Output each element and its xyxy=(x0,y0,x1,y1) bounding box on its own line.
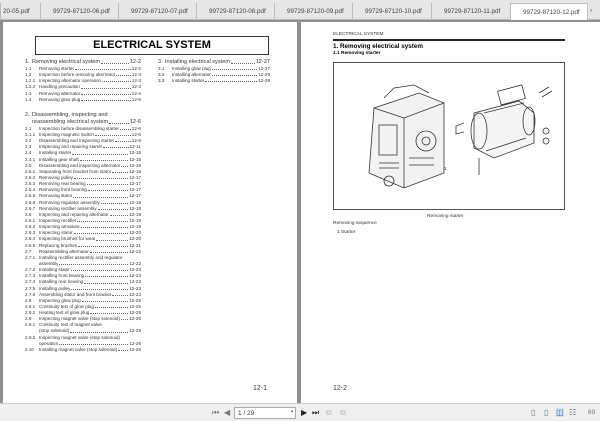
toc-entry[interactable] xyxy=(25,59,141,66)
continuous-page-icon[interactable]: ▯ xyxy=(544,408,549,417)
toc-entry-p: 12-6 xyxy=(131,125,141,131)
toc-entry-t: Continuity test of magnet valve xyxy=(39,322,102,328)
toc-leader-dots xyxy=(205,78,257,82)
tab-bar xyxy=(0,0,600,20)
toc-entry-p: 12-22 xyxy=(129,260,141,266)
toc-entry-p: 12-15 xyxy=(129,150,141,156)
page-field-value: 1 / 29 xyxy=(238,410,255,417)
page-12-1 xyxy=(3,22,297,403)
toc-entry-t: Continuity test of glow plug xyxy=(39,303,94,309)
toc-entry-n: 2. xyxy=(25,111,30,118)
toc-entry-t: Installing starter xyxy=(172,78,205,84)
toc-entry-n: 2.1.1 xyxy=(25,131,36,137)
toc-leader-dots xyxy=(90,249,128,253)
toc-entry-t: Disassembling and inspecting alternator xyxy=(39,162,121,168)
toc-leader-dots xyxy=(121,163,128,167)
toc-entry-p: 12-17 xyxy=(129,187,141,193)
toc-entry-p: 12-23 xyxy=(129,285,141,291)
toc-leader-dots xyxy=(90,310,128,314)
toc-entry-t: Installing magnet valve (stop solenoid) xyxy=(39,346,118,352)
toc-entry-n: 2.7.5 xyxy=(25,285,36,291)
toc-entry-p: 12-5 xyxy=(131,96,141,102)
toc-entry-n: 2.3 xyxy=(25,144,32,150)
toc-entry-p: 12-18 xyxy=(129,199,141,205)
chapter-title: ELECTRICAL SYSTEM xyxy=(35,36,269,55)
toc-entry-t: Installing rectifier assembly and regulator xyxy=(39,254,123,260)
toc-entry-t: Inspecting magnetic switch xyxy=(39,131,94,137)
toc-leader-dots xyxy=(81,224,129,228)
toc-entry-p: 12-2 xyxy=(131,66,141,71)
toc-entry-n: 2.5.1 xyxy=(25,168,36,174)
toc-entry-n: 2.6.4 xyxy=(25,236,36,242)
toc-entry-n: 2.6.1 xyxy=(25,217,36,223)
toc-leader-dots xyxy=(78,243,128,247)
toc-entry-n: 2.5.3 xyxy=(25,181,36,187)
toc-entry-t: Installing stator xyxy=(39,267,70,273)
toc-entry-t: Inspecting brushes for wear xyxy=(39,236,96,242)
toc-entry-n: 3.2 xyxy=(158,72,165,78)
toc-leader-dots xyxy=(81,97,130,101)
toc-entry-n: 1.4 xyxy=(25,96,32,102)
toc-leader-dots xyxy=(84,279,128,283)
toc-entry-t: Inspecting magnet valve (stop solenoid) xyxy=(39,334,120,340)
toc-entry-n: 2.8.2 xyxy=(25,310,36,316)
tabs-scroll-right-icon[interactable]: › xyxy=(590,7,593,14)
tab-99729-87120-06[interactable]: 99729-87120-06.pdf xyxy=(40,3,118,20)
toc-entry-n: 2.6 xyxy=(25,211,32,217)
toc-entry-p: 12-26 xyxy=(129,316,141,322)
toc-leader-dots xyxy=(95,132,131,136)
running-header: ELECTRICAL SYSTEM xyxy=(333,32,384,37)
toc-entry-n: 2.4 xyxy=(25,150,32,156)
toc-leader-dots xyxy=(59,341,128,345)
toc-leader-dots xyxy=(112,292,128,296)
toc-entry-p: 12-28 xyxy=(258,72,270,78)
toc-leader-dots xyxy=(71,286,128,290)
toc-entry-t: Removing stator xyxy=(39,193,73,199)
toc-entry-t: Installing rear bearing xyxy=(39,279,84,285)
toc-entry-t: Installing electrical system xyxy=(165,59,230,65)
tab-99729-87120-12[interactable]: 99729-87120-12.pdf xyxy=(510,3,588,20)
engine-starter-illustration xyxy=(334,63,564,209)
toc-leader-dots xyxy=(71,267,128,271)
toc-entry-p: 12-26 xyxy=(129,346,141,352)
toc-entry-n: 2.5.4 xyxy=(25,187,36,193)
toc-leader-dots xyxy=(88,187,129,191)
toc-entry-t: Inspecting stator xyxy=(39,230,73,236)
toc-entry-p: 12-25 xyxy=(129,303,141,309)
toc-entry-n: 1.2.2 xyxy=(25,84,36,90)
toc-entry-p: 12-8 xyxy=(131,138,141,144)
toc-entry-n: 2.6.2 xyxy=(25,224,36,230)
toc-leader-dots xyxy=(109,119,129,124)
single-page-icon[interactable]: ▯ xyxy=(531,408,536,417)
toc-entry[interactable] xyxy=(25,347,141,353)
navigation-toolbar xyxy=(0,403,600,421)
toc-entry-t: Removing regulator assembly xyxy=(39,199,100,205)
toc-entry-p: 12-19 xyxy=(129,217,141,223)
subsection-heading: 1.1 Removing starter xyxy=(333,51,381,56)
toc-entry-p: 12-27 xyxy=(258,66,270,71)
toc-entry-t: Removing starter xyxy=(39,66,74,71)
last-page-icon[interactable]: ⏭ xyxy=(312,408,320,417)
toc-entry-p: 12-4 xyxy=(131,90,141,96)
header-rule xyxy=(333,39,565,41)
toc-entry-p: 12-23 xyxy=(129,279,141,285)
toc-entry-n: 2.7.3 xyxy=(25,273,36,279)
toc-entry-n: 2.5.2 xyxy=(25,174,36,180)
toc-entry-t: (stop solenoid) xyxy=(39,328,70,334)
section-heading: 1. Removing electrical system xyxy=(333,43,423,50)
toc-entry-p: 12-16 xyxy=(129,162,141,168)
toc-leader-dots xyxy=(81,91,130,95)
toc-entry-n: 1.1 xyxy=(25,66,32,71)
toc-entry-t: Separating front bracket from stator xyxy=(39,168,112,174)
toc-entry-t: Removing electrical system xyxy=(32,59,101,65)
toc-entry-t: Inspecting magnet valve (stop solenoid) xyxy=(39,316,120,322)
toc-entry-t: Removing rear bearing xyxy=(39,181,86,187)
toc-leader-dots xyxy=(212,66,257,70)
tab-99729-87120-08[interactable]: 99729-87120-08.pdf xyxy=(196,3,274,20)
toc-entry-n: 2.7.2 xyxy=(25,267,36,273)
toc-entry[interactable] xyxy=(25,119,141,126)
toc-entry[interactable] xyxy=(25,112,141,119)
toc-entry-p: 12-6 xyxy=(129,118,141,125)
toc-leader-dots xyxy=(59,261,128,265)
figure-removing-starter xyxy=(333,62,565,210)
toc-leader-dots xyxy=(98,206,129,210)
sequence-item: 1 Starter xyxy=(337,230,356,235)
toc-entry-p: 12-17 xyxy=(129,174,141,180)
toc-leader-dots xyxy=(121,316,128,320)
toc-entry-t: Removing alternator xyxy=(39,90,81,96)
toc-leader-dots xyxy=(74,230,129,234)
toc-leader-dots xyxy=(102,78,131,82)
toc-entry-n: 2.5.6 xyxy=(25,199,36,205)
tab-99729-87120-07[interactable]: 99729-87120-07.pdf xyxy=(118,3,196,20)
toc-entry-t: Inspecting rectifier xyxy=(39,217,77,223)
toc-entry-n xyxy=(25,119,32,126)
toc-leader-dots xyxy=(121,335,140,339)
toc-entry-n: 3. xyxy=(158,59,163,65)
toc-entry[interactable] xyxy=(158,59,270,66)
figure-callout-1: 1 xyxy=(444,167,447,172)
page-number-input[interactable] xyxy=(234,407,296,419)
toc-leader-dots xyxy=(103,144,128,148)
toc-entry-p: 12-23 xyxy=(129,273,141,279)
toc-entry-p: 12-2 xyxy=(129,59,141,65)
toc-entry-n: 1.2.1 xyxy=(25,78,36,84)
toc-leader-dots xyxy=(212,72,257,76)
toc-entry[interactable] xyxy=(158,78,270,84)
toc-entry-n: 3.1 xyxy=(158,66,165,71)
toc-entry-p: 12-20 xyxy=(129,236,141,242)
toc-entry-n: 2.7.4 xyxy=(25,279,36,285)
toc-entry-n: 2.9 xyxy=(25,316,32,322)
toc-leader-dots xyxy=(75,66,131,70)
toc-entry-t: Inspection before removing alternator xyxy=(39,72,116,78)
toc-entry-p: 12-18 xyxy=(129,205,141,211)
toc-entry-t: Inspecting glow plug xyxy=(39,297,81,303)
toc-entry-p: 12-3 xyxy=(131,72,141,78)
tab-99729-87120-11[interactable]: 99729-87120-11.pdf xyxy=(431,3,509,20)
toc-entry-n: 2.5 xyxy=(25,162,32,168)
toc-entry-t: Removing front bearing xyxy=(39,187,87,193)
toc-leader-dots xyxy=(118,347,128,351)
toc-entry-t: Handling precaution xyxy=(39,84,80,90)
toc-entry-t: assembly xyxy=(39,260,59,266)
toc-entry-p: 12-22 xyxy=(129,248,141,254)
toc-leader-dots xyxy=(74,175,128,179)
toc-entry-t: Installing glow plug xyxy=(172,66,211,71)
toc-leader-dots xyxy=(72,150,128,154)
page-12-2 xyxy=(301,22,600,403)
next-view-icon[interactable]: ⧉ xyxy=(340,408,346,417)
toc-entry-t: Installing gear shaft xyxy=(39,156,79,162)
toc-entry-t: Reassembling alternator xyxy=(39,248,89,254)
toc-entry-p: 12-26 xyxy=(129,328,141,334)
toc-entry-p: 12-3 xyxy=(131,78,141,84)
next-page-icon[interactable]: ▶ xyxy=(301,408,308,417)
sequence-title: Removing sequence xyxy=(333,221,377,226)
toc-leader-dots xyxy=(120,126,131,130)
toc-entry-t: Installing starter xyxy=(39,150,72,156)
toc-entry-t: Inspecting and repairing alternator xyxy=(39,211,109,217)
toc-leader-dots xyxy=(109,112,140,117)
document-viewer xyxy=(0,20,600,403)
toc-leader-dots xyxy=(81,84,131,88)
toc-leader-dots xyxy=(116,72,131,76)
toc-entry-p: 12-16 xyxy=(129,168,141,174)
toc-leader-dots xyxy=(73,193,128,197)
toc-entry-n: 1.3 xyxy=(25,90,32,96)
toc-entry-n: 2.6.5 xyxy=(25,242,36,248)
figure-caption: Removing starter xyxy=(427,214,464,219)
toc-entry-n: 2.10 xyxy=(25,346,34,352)
toc-entry-t: operation xyxy=(39,340,59,346)
toc-entry-n: 1. xyxy=(25,59,30,65)
toc-entry-n: 2.2 xyxy=(25,138,32,144)
toc-entry-p: 12-17 xyxy=(129,193,141,199)
toc-entry-t: Installing alternator xyxy=(172,72,211,78)
toc-entry-n: 3.3 xyxy=(158,78,165,84)
toc-leader-dots xyxy=(124,255,141,259)
toc-leader-dots xyxy=(115,138,131,142)
toc-entry-p: 12-27 xyxy=(255,59,270,65)
toc-entry-p: 12-19 xyxy=(129,211,141,217)
toc-entry-t: Inspection before disassembling starter xyxy=(39,125,119,131)
toc-leader-dots xyxy=(103,322,140,326)
toc-entry-t: reassembling electrical system xyxy=(32,118,109,125)
toc-entry-n: 2.1 xyxy=(25,125,32,131)
continuous-facing-icon[interactable]: ☷ xyxy=(569,408,577,417)
tab-20-05[interactable]: 20-05.pdf xyxy=(0,3,40,20)
first-page-icon[interactable]: ⏮ xyxy=(212,408,220,417)
toc-entry-t: Installing pulley xyxy=(39,285,71,291)
toc-entry-p: 12-21 xyxy=(129,242,141,248)
toc-entry-n: 2.4.1 xyxy=(25,156,36,162)
toc-entry-p: 12-26 xyxy=(129,340,141,346)
toc-entry-n: 2.7 xyxy=(25,248,32,254)
toc-entry-n: 2.9.1 xyxy=(25,322,36,328)
toc-entry-t: Replacing brushes xyxy=(39,242,78,248)
toc-entry-p: 12-19 xyxy=(129,224,141,230)
toc-leader-dots xyxy=(112,169,128,173)
toc-entry-p: 12-11 xyxy=(129,144,141,150)
toc-entry-t: Inspecting and repairing starter xyxy=(39,144,103,150)
toc-left-column xyxy=(25,59,141,353)
page-number: 12-2 xyxy=(333,385,348,392)
tab-99729-87120-10[interactable]: 99729-87120-10.pdf xyxy=(352,3,430,20)
toc-leader-dots xyxy=(87,181,129,185)
toc-entry-n: 2.8.1 xyxy=(25,303,36,309)
toc-entry-t: Disassembling, inspecting and xyxy=(32,111,108,118)
toc-entry-p: 12-25 xyxy=(129,310,141,316)
toc-entry-t: Installing front bearing xyxy=(39,273,85,279)
toc-entry-t: Removing glow plug xyxy=(39,96,81,102)
previous-page-icon[interactable]: ◀ xyxy=(224,408,231,417)
zoom-level[interactable]: 69 xyxy=(588,409,596,416)
toc-entry-t: Heating test of glow plug xyxy=(39,310,90,316)
toc-entry-n: 2.9.2 xyxy=(25,334,36,340)
toc-entry-p: 12-3 xyxy=(131,84,141,90)
toc-entry-p: 12-6 xyxy=(131,131,141,137)
toc-leader-dots xyxy=(85,273,128,277)
tab-99729-87120-09[interactable]: 99729-87120-09.pdf xyxy=(274,3,352,20)
toc-entry-t: Assembling stator and front bracket xyxy=(39,291,112,297)
previous-view-icon[interactable]: ⧉ xyxy=(326,408,332,417)
toc-entry-p: 12-29 xyxy=(258,78,270,84)
toc-leader-dots xyxy=(95,304,128,308)
toc-entry-t: Removing pulley xyxy=(39,174,73,180)
toc-leader-dots xyxy=(82,298,129,302)
toc-entry-p: 12-20 xyxy=(129,230,141,236)
toc-leader-dots xyxy=(80,157,128,161)
toc-right-column xyxy=(158,59,270,84)
toc-entry-n: 2.7.1 xyxy=(25,254,36,260)
toc-entry-n: 2.8 xyxy=(25,297,32,303)
toc-entry-t: Inspecting armature xyxy=(39,224,80,230)
toc-entry-t: Inspecting alternator operation xyxy=(39,78,102,84)
page-number: 12-1 xyxy=(253,385,268,392)
toc-entry-n: 2.5.7 xyxy=(25,205,36,211)
toc-entry-n: 2.5.5 xyxy=(25,193,36,199)
toc-entry-t: Removing rectifier assembly xyxy=(39,205,97,211)
toc-entry-t: Disassembling and inspecting starter xyxy=(39,138,115,144)
toc-leader-dots xyxy=(77,218,128,222)
toc-entry-n: 2.7.6 xyxy=(25,291,36,297)
toc-entry-p: 12-17 xyxy=(129,181,141,187)
toc-leader-dots xyxy=(70,328,128,332)
facing-pages-icon[interactable]: ◫ xyxy=(556,408,564,417)
toc-entry-p: 12-15 xyxy=(129,156,141,162)
toc-entry-p: 12-24 xyxy=(129,291,141,297)
toc-entry-n: 1.2 xyxy=(25,72,32,78)
toc-leader-dots xyxy=(101,59,129,64)
toc-entry-p: 12-25 xyxy=(129,297,141,303)
toc-leader-dots xyxy=(101,200,128,204)
toc-leader-dots xyxy=(96,236,128,240)
toc-entry-p: 12-23 xyxy=(129,267,141,273)
toc-leader-dots xyxy=(231,59,255,64)
toc-entry-n: 2.6.3 xyxy=(25,230,36,236)
page-dropdown-icon[interactable]: ▪ xyxy=(290,409,293,415)
toc-leader-dots xyxy=(110,212,129,216)
